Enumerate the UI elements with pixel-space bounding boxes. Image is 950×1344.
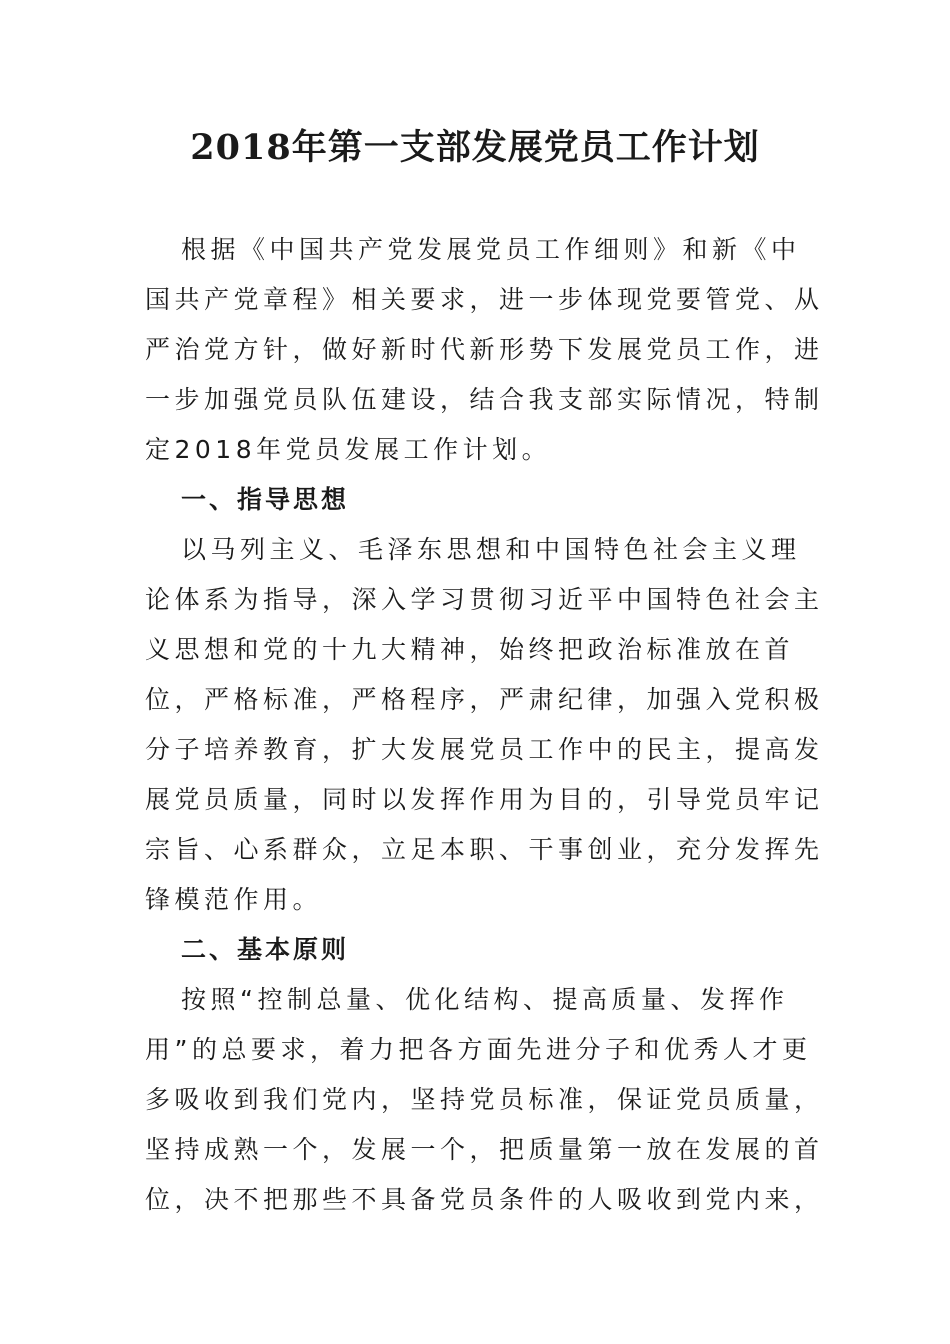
intro-paragraph: 根据《中国共产党发展党员工作细则》和新《中国共产党章程》相关要求，进一步体现党要管党、从严治党方针，做好新时代新形势下发展党员工作，进一步加强党员队伍建设，结合我支部实际情况，特制定2018年党员发展工作计划。 — [145, 235, 824, 464]
section-heading-basic-principles: 二、基本原则 — [181, 935, 350, 964]
section-body-basic-principles: 按照“控制总量、优化结构、提高质量、发挥作用”的总要求，着力把各方面先进分子和优秀人才更多吸收到我们党内，坚持党员标准，保证党员质量，坚持成熟一个，发展一个，把质量第一放在发展的首位，决不把那些不具备党员条件的人吸收到党内来， — [145, 985, 824, 1214]
section-body-guiding-ideology: 以马列主义、毛泽东思想和中国特色社会主义理论体系为指导，深入学习贯彻习近平中国特色社会主义思想和党的十九大精神，始终把政治标准放在首位，严格标准，严格程序，严肃纪律，加强入党积极分子培养教育，扩大发展党员工作中的民主，提高发展党员质量，同时以发挥作用为目的，引导党员牢记宗旨、心系群众，立足本职、干事创业，充分发挥先锋模范作用。 — [145, 535, 824, 914]
document-title: 2018年第一支部发展党员工作计划 — [190, 127, 760, 168]
section-heading-guiding-ideology: 一、指导思想 — [181, 485, 350, 514]
document-body — [145, 225, 825, 1225]
